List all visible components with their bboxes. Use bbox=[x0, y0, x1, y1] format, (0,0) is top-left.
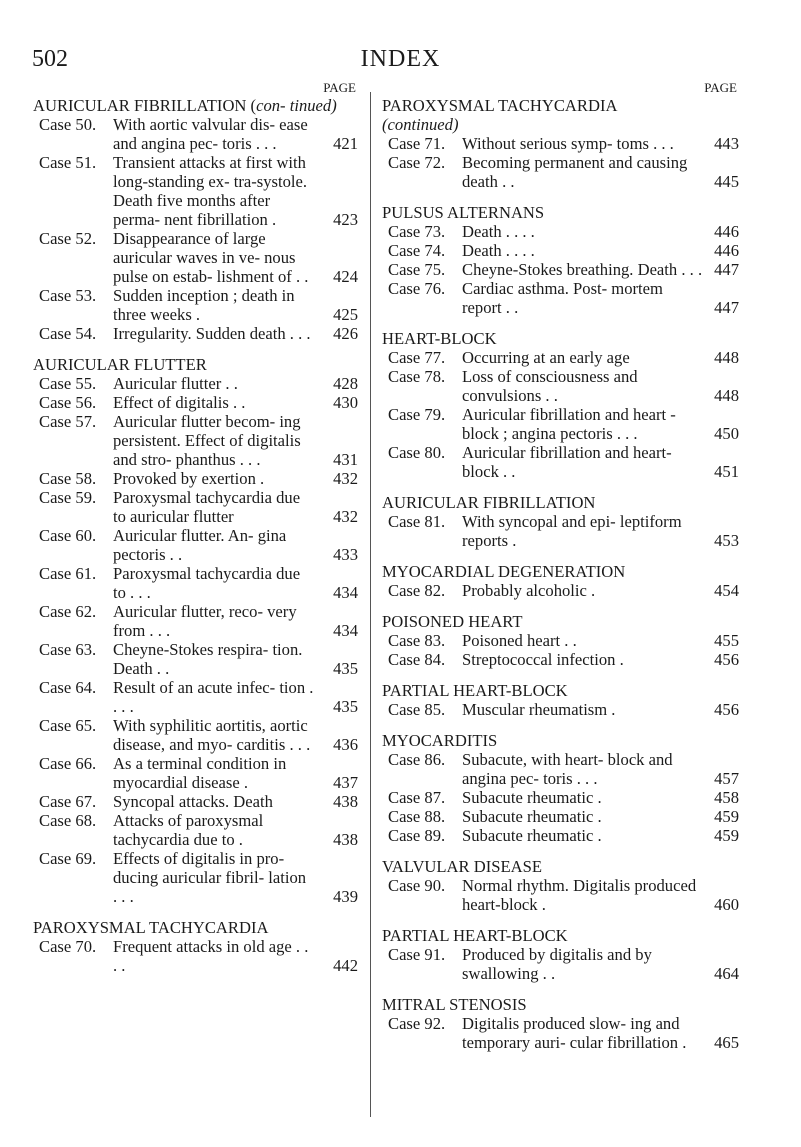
entry-description: Cheyne-Stokes breathing. Death . . . bbox=[462, 260, 703, 279]
entry-page-number: 448 bbox=[714, 386, 739, 405]
entry-description: Paroxysmal tachycardia due to auricular flutter bbox=[113, 488, 301, 526]
entry-description: Auricular flutter becom- ing persistent. Effect of digitalis and stro- phanthus . . . bbox=[113, 412, 301, 469]
index-entry bbox=[33, 526, 358, 564]
case-number: Case 84. bbox=[388, 650, 446, 669]
index-entry bbox=[382, 405, 739, 443]
index-entry bbox=[33, 393, 358, 412]
entry-page-number: 428 bbox=[333, 374, 358, 393]
index-section bbox=[382, 857, 739, 914]
entry-page-number: 432 bbox=[333, 469, 358, 488]
case-number: Case 80. bbox=[388, 443, 446, 462]
section-heading: PARTIAL HEART-BLOCK bbox=[382, 681, 568, 700]
index-section bbox=[33, 96, 358, 343]
entry-page-number: 436 bbox=[333, 735, 358, 754]
index-entry bbox=[33, 229, 358, 286]
section-heading: AURICULAR FLUTTER bbox=[33, 355, 207, 374]
case-number: Case 91. bbox=[388, 945, 446, 964]
index-entry bbox=[33, 937, 358, 975]
entry-page-number: 448 bbox=[714, 348, 739, 367]
index-section bbox=[382, 995, 739, 1052]
case-number: Case 66. bbox=[39, 754, 97, 773]
entry-page-number: 438 bbox=[333, 792, 358, 811]
entry-page-number: 432 bbox=[333, 507, 358, 526]
entry-description: Occurring at an early age bbox=[462, 348, 630, 367]
case-number: Case 53. bbox=[39, 286, 97, 305]
index-entry bbox=[382, 241, 739, 260]
case-number: Case 64. bbox=[39, 678, 97, 697]
case-number: Case 72. bbox=[388, 153, 446, 172]
index-entry bbox=[382, 348, 739, 367]
case-number: Case 75. bbox=[388, 260, 446, 279]
entry-page-number: 446 bbox=[714, 222, 739, 241]
entry-page-number: 455 bbox=[714, 631, 739, 650]
index-section bbox=[382, 926, 739, 983]
entry-description: With syphilitic aortitis, aortic disease, and myo- carditis . . . bbox=[113, 716, 311, 754]
case-number: Case 67. bbox=[39, 792, 97, 811]
index-entry bbox=[33, 115, 358, 153]
entry-page-number: 456 bbox=[714, 650, 739, 669]
case-number: Case 92. bbox=[388, 1014, 446, 1033]
case-number: Case 68. bbox=[39, 811, 97, 830]
entry-description: Effect of digitalis . . bbox=[113, 393, 246, 412]
index-column-left bbox=[33, 80, 358, 987]
entry-description: Produced by digitalis and by swallowing . . bbox=[462, 945, 652, 983]
index-entry bbox=[33, 469, 358, 488]
entry-page-number: 454 bbox=[714, 581, 739, 600]
entry-page-number: 425 bbox=[333, 305, 358, 324]
case-number: Case 60. bbox=[39, 526, 97, 545]
page-title: INDEX bbox=[360, 46, 441, 72]
entry-page-number: 435 bbox=[333, 697, 358, 716]
case-number: Case 69. bbox=[39, 849, 97, 868]
section-heading: PAROXYSMAL TACHYCARDIA bbox=[33, 918, 269, 937]
entry-description: Subacute, with heart- block and angina pec- toris . . . bbox=[462, 750, 673, 788]
entry-page-number: 438 bbox=[333, 830, 358, 849]
index-entry bbox=[33, 412, 358, 469]
entry-page-number: 447 bbox=[714, 260, 739, 279]
index-entry bbox=[33, 602, 358, 640]
entry-description: Transient attacks at first with long-standing ex- tra-systole. Death five months after perma- nent fibrillation . bbox=[113, 153, 308, 229]
entry-description: Cheyne-Stokes respira- tion. Death . . bbox=[113, 640, 303, 678]
entry-description: Provoked by exertion . bbox=[113, 469, 265, 488]
section-heading: PULSUS ALTERNANS bbox=[382, 203, 545, 222]
index-entry bbox=[382, 279, 739, 317]
case-number: Case 55. bbox=[39, 374, 97, 393]
case-number: Case 51. bbox=[39, 153, 97, 172]
entry-page-number: 443 bbox=[714, 134, 739, 153]
entry-description: With aortic valvular dis- ease and angina pec- toris . . . bbox=[113, 115, 308, 153]
index-section bbox=[382, 329, 739, 481]
index-entry bbox=[382, 788, 739, 807]
case-number: Case 90. bbox=[388, 876, 446, 895]
entry-page-number: 465 bbox=[714, 1033, 739, 1052]
index-entry bbox=[382, 631, 739, 650]
case-number: Case 65. bbox=[39, 716, 97, 735]
index-entry bbox=[382, 650, 739, 669]
case-number: Case 73. bbox=[388, 222, 446, 241]
case-number: Case 61. bbox=[39, 564, 97, 583]
entry-page-number: 451 bbox=[714, 462, 739, 481]
case-number: Case 52. bbox=[39, 229, 97, 248]
index-entry bbox=[382, 581, 739, 600]
case-number: Case 56. bbox=[39, 393, 97, 412]
entry-description: Subacute rheumatic . bbox=[462, 788, 602, 807]
index-section bbox=[33, 355, 358, 906]
index-column-right bbox=[382, 80, 739, 1064]
entry-description: Irregularity. Sudden death . . . bbox=[113, 324, 311, 343]
index-entry bbox=[33, 286, 358, 324]
section-continued-note: (continued) bbox=[382, 115, 459, 134]
entry-description: Becoming permanent and causing death . . bbox=[462, 153, 688, 191]
index-entry bbox=[382, 222, 739, 241]
case-number: Case 54. bbox=[39, 324, 97, 343]
entry-description: Auricular fibrillation and heart - block ; angina pectoris . . . bbox=[462, 405, 676, 443]
index-entry bbox=[33, 678, 358, 716]
entry-description: Subacute rheumatic . bbox=[462, 826, 602, 845]
entry-page-number: 434 bbox=[333, 621, 358, 640]
index-entry bbox=[33, 849, 358, 906]
section-heading: HEART-BLOCK bbox=[382, 329, 497, 348]
index-entry bbox=[33, 324, 358, 343]
entry-description: Result of an acute infec- tion . . . . bbox=[113, 678, 314, 716]
index-entry bbox=[33, 564, 358, 602]
case-number: Case 81. bbox=[388, 512, 446, 531]
entry-description: Poisoned heart . . bbox=[462, 631, 577, 650]
index-section bbox=[382, 612, 739, 669]
index-section bbox=[382, 96, 739, 191]
index-entry bbox=[382, 367, 739, 405]
index-entry bbox=[382, 750, 739, 788]
index-entry bbox=[382, 260, 739, 279]
index-entry bbox=[382, 153, 739, 191]
entry-page-number: 421 bbox=[333, 134, 358, 153]
entry-page-number: 456 bbox=[714, 700, 739, 719]
index-entry bbox=[382, 512, 739, 550]
index-entry bbox=[382, 945, 739, 983]
case-number: Case 70. bbox=[39, 937, 97, 956]
index-entry bbox=[382, 876, 739, 914]
section-heading: PAROXYSMAL TACHYCARDIA bbox=[382, 96, 618, 115]
index-entry bbox=[382, 700, 739, 719]
index-entry bbox=[33, 792, 358, 811]
entry-page-number: 437 bbox=[333, 773, 358, 792]
entry-page-number: 450 bbox=[714, 424, 739, 443]
entry-page-number: 447 bbox=[714, 298, 739, 317]
section-heading: AURICULAR FIBRILLATION (con- tinued) bbox=[33, 96, 337, 115]
entry-page-number: 435 bbox=[333, 659, 358, 678]
entry-description: Cardiac asthma. Post- mortem report . . bbox=[462, 279, 663, 317]
entry-description: With syncopal and epi- leptiform reports . bbox=[462, 512, 682, 550]
index-entry bbox=[33, 153, 358, 229]
entry-page-number: 457 bbox=[714, 769, 739, 788]
index-entry bbox=[33, 754, 358, 792]
case-number: Case 87. bbox=[388, 788, 446, 807]
case-number: Case 83. bbox=[388, 631, 446, 650]
case-number: Case 76. bbox=[388, 279, 446, 298]
entry-description: Disappearance of large auricular waves in ve- nous pulse on estab- lishment of . . bbox=[113, 229, 309, 286]
case-number: Case 78. bbox=[388, 367, 446, 386]
case-number: Case 57. bbox=[39, 412, 97, 431]
entry-description: Auricular flutter, reco- very from . . . bbox=[113, 602, 297, 640]
entry-page-number: 439 bbox=[333, 887, 358, 906]
section-heading: MITRAL STENOSIS bbox=[382, 995, 527, 1014]
entry-description: Syncopal attacks. Death bbox=[113, 792, 273, 811]
section-heading: MYOCARDIAL DEGENERATION bbox=[382, 562, 626, 581]
case-number: Case 50. bbox=[39, 115, 97, 134]
entry-description: Paroxysmal tachycardia due to . . . bbox=[113, 564, 301, 602]
entry-page-number: 431 bbox=[333, 450, 358, 469]
section-heading: MYOCARDITIS bbox=[382, 731, 498, 750]
entry-page-number: 426 bbox=[333, 324, 358, 343]
index-entry bbox=[33, 374, 358, 393]
index-section bbox=[382, 203, 739, 317]
case-number: Case 86. bbox=[388, 750, 446, 769]
entry-description: Normal rhythm. Digitalis produced heart-block . bbox=[462, 876, 697, 914]
case-number: Case 62. bbox=[39, 602, 97, 621]
case-number: Case 85. bbox=[388, 700, 446, 719]
section-heading: POISONED HEART bbox=[382, 612, 523, 631]
entry-page-number: 434 bbox=[333, 583, 358, 602]
index-entry bbox=[33, 640, 358, 678]
index-section bbox=[382, 731, 739, 845]
index-section bbox=[382, 562, 739, 600]
entry-description: Subacute rheumatic . bbox=[462, 807, 602, 826]
column-divider bbox=[370, 92, 371, 1117]
entry-page-number: 430 bbox=[333, 393, 358, 412]
section-heading: VALVULAR DISEASE bbox=[382, 857, 542, 876]
case-number: Case 58. bbox=[39, 469, 97, 488]
entry-description: Muscular rheumatism . bbox=[462, 700, 616, 719]
case-number: Case 63. bbox=[39, 640, 97, 659]
index-section bbox=[33, 918, 358, 975]
index-entry bbox=[382, 807, 739, 826]
entry-description: Death . . . . bbox=[462, 222, 535, 241]
entry-description: Frequent attacks in old age . . . . bbox=[113, 937, 309, 975]
case-number: Case 74. bbox=[388, 241, 446, 260]
entry-page-number: 458 bbox=[714, 788, 739, 807]
entry-description: Digitalis produced slow- ing and temporary auri- cular fibrillation . bbox=[462, 1014, 687, 1052]
index-entry bbox=[33, 488, 358, 526]
index-entry bbox=[382, 134, 739, 153]
entry-page-number: 460 bbox=[714, 895, 739, 914]
index-section bbox=[382, 493, 739, 550]
entry-description: Attacks of paroxysmal tachycardia due to . bbox=[113, 811, 264, 849]
entry-page-number: 445 bbox=[714, 172, 739, 191]
case-number: Case 79. bbox=[388, 405, 446, 424]
case-number: Case 59. bbox=[39, 488, 97, 507]
index-entry bbox=[382, 443, 739, 481]
index-section bbox=[382, 681, 739, 719]
section-continued-note: con- tinued) bbox=[256, 96, 337, 115]
section-heading: PARTIAL HEART-BLOCK bbox=[382, 926, 568, 945]
entry-description: As a terminal condition in myocardial disease . bbox=[113, 754, 287, 792]
entry-description: Loss of consciousness and convulsions . . bbox=[462, 367, 638, 405]
index-entry bbox=[33, 811, 358, 849]
page-column-label: PAGE bbox=[704, 80, 737, 95]
entry-description: Auricular flutter . . bbox=[113, 374, 238, 393]
entry-description: Auricular fibrillation and heart-block . . bbox=[462, 443, 672, 481]
entry-description: Streptococcal infection . bbox=[462, 650, 624, 669]
case-number: Case 77. bbox=[388, 348, 446, 367]
entry-description: Without serious symp- toms . . . bbox=[462, 134, 674, 153]
entry-page-number: 446 bbox=[714, 241, 739, 260]
entry-description: Effects of digitalis in pro- ducing auricular fibril- lation . . . bbox=[113, 849, 307, 906]
case-number: Case 71. bbox=[388, 134, 446, 153]
section-heading: AURICULAR FIBRILLATION bbox=[382, 493, 596, 512]
page-column-label: PAGE bbox=[323, 80, 356, 95]
entry-description: Probably alcoholic . bbox=[462, 581, 596, 600]
index-entry bbox=[382, 1014, 739, 1052]
entry-description: Death . . . . bbox=[462, 241, 535, 260]
entry-page-number: 433 bbox=[333, 545, 358, 564]
page-number: 502 bbox=[32, 46, 68, 72]
entry-page-number: 459 bbox=[714, 826, 739, 845]
entry-page-number: 423 bbox=[333, 210, 358, 229]
entry-description: Auricular flutter. An- gina pectoris . . bbox=[113, 526, 287, 564]
entry-page-number: 453 bbox=[714, 531, 739, 550]
index-entry bbox=[33, 716, 358, 754]
entry-page-number: 459 bbox=[714, 807, 739, 826]
case-number: Case 89. bbox=[388, 826, 446, 845]
entry-page-number: 464 bbox=[714, 964, 739, 983]
index-entry bbox=[382, 826, 739, 845]
entry-description: Sudden inception ; death in three weeks . bbox=[113, 286, 295, 324]
case-number: Case 88. bbox=[388, 807, 446, 826]
case-number: Case 82. bbox=[388, 581, 446, 600]
entry-page-number: 424 bbox=[333, 267, 358, 286]
entry-page-number: 442 bbox=[333, 956, 358, 975]
